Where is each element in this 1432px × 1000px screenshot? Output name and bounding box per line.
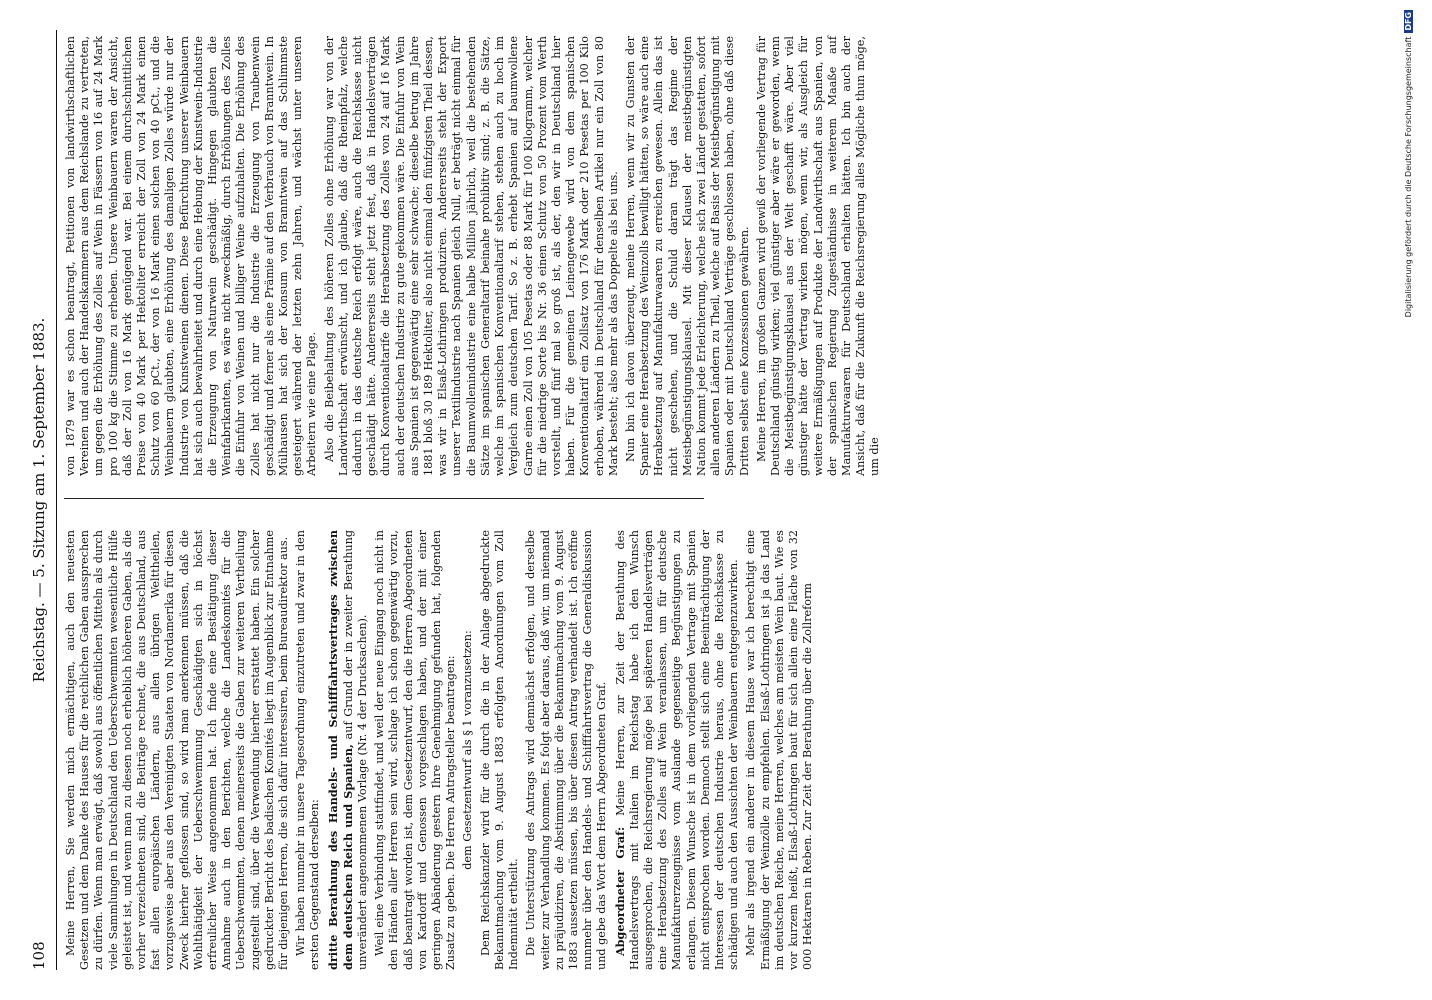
left-column xyxy=(64,530,815,970)
paragraph: Dem Reichskanzler wird für die durch die in der Anlage abgedruckte Bekanntmachung vom 9. August 1883 erfolgten Anordnungen vom Zoll Indemnität ertheilt. xyxy=(478,530,521,970)
paragraph: Meine Herren, Sie werden mich ermächtigen, auch den neuesten Gesetzen und dem Danke des Hauses für die reichlichen Gaben aussprechen zu dürfen. Wenn man erwägt, daß sowohl aus öffentlichen Mitteln als durch viele Sammlungen in Deutschland den Ueberschwemmten wesentliche Hülfe geleistet ist, und wenn man zu diesen noch erheblich höheren Gaben, als die vorher verzeichneten sind, die Beiträge rechnet, die aus Deutschland, aus fast allen europäischen Ländern, aus allen übrigen Welttheilen, vorzugsweise aber aus den Vereinigten Staaten von Nordamerika für diesen Zweck hierher geflossen sind, so wird man anerkennen müssen, daß die Wohlthätigkeit der Ueberschwemmung Geschädigten sich in höchst erfreulicher Weise angenommen hat. Ich finde eine Bestätigung dieser Annahme auch in den Berichten, welche die Landeskomités für die Ueberschwemmten, denen meinerseits die Gaben zur weiteren Vertheilung zugestellt sind, über die Verwendung hierher erstattet haben. Ein solcher gedruckter Bericht des badischen Komités liegt im Augenblick zur Entnahme für diejenigen Herren, die sich dafür interessiren, beim Bureaudirektor aus. xyxy=(64,530,291,970)
paragraph: Wir haben nunmehr in unsere Tagesordnung einzutreten und zwar in den ersten Gegenstand derselben: xyxy=(294,530,322,970)
running-title: Reichstag. — 5. Sitzung am 1. September 1883. xyxy=(30,317,48,683)
digitization-text: Digitalisierung gefördert durch die Deutsche Forschungsgemeinschaft xyxy=(1404,36,1413,318)
paragraph: Mehr als irgend ein anderer in diesem Hause war ich berechtigt eine Ermäßigung der Weinzölle zu empfehlen. Elsaß-Lothringen ist ja das Land im deutschen Reiche, meine Herren, welches am meisten Wein baut. Wie es vor kurzem heißt, Elsaß-Lothringen baut für sich allein eine Fläche von 32 000 Hektaren in Reben. Zur Zeit der Berathung über die Zollreform xyxy=(744,530,815,970)
speech xyxy=(613,530,742,970)
paragraph: Meine Herren, im großen Ganzen wird gewiß der vorliegende Vertrag für Deutschland günstig wirken; viel günstiger aber wäre er geworden, wenn die Meistbegünstigungsklausel aus der Welt geschafft wäre. Aber viel günstiger hätte der Vertrag wirken mögen, wenn wir, als Ausgleich für weitere Ermäßigungen auf Produkte der Landwirthschaft aus Spanien, von der spanischen Regierung Zugeständnisse in weiterem Maaße auf Manufakturwaaren für Deutschland erhalten hätten. Ich bin auch der Ansicht, daß für die Zukunft die Reichsregierung alles Mögliche thun möge, um die xyxy=(754,36,882,476)
agenda-item xyxy=(326,530,371,970)
dfg-logo: DFG xyxy=(1404,12,1413,31)
right-column xyxy=(64,36,882,476)
paragraph: Nun bin ich davon überzeugt, meine Herren, wenn wir zu Gunsten der Spanier eine Herabsetzung des Weinzolls bewilligt hätten, so wäre auch eine Herabsetzung auf Manufakturwaaren zu erreichen gewesen. Allein das ist nicht geschehen, und die Schuld daran trägt das Regime der Meistbegünstigungsklausel. Mit dieser Klausel der meistbegünstigten Nation kommt jede Erleichterung, welche sich zwei Länder gestatten, sofort allen anderen Ländern zu Theil, welche auf Basis der Meistbegünstigung mit Spanien oder mit Deutschland Verträge geschlossen haben, ohne daß diese Dritten selbst eine Konzessionen gewähren. xyxy=(623,36,751,476)
paragraph: dem Gesetzentwurf als § 1 voranzusetzen: xyxy=(461,630,475,870)
digitization-note xyxy=(1404,10,1413,480)
speech-text: Meine Herren, zur Zeit der Berathung des Handelsvertrags mit Italien im Reichstag habe ich den Wunsch ausgesprochen, die Reichsregierung möge bei späteren Handelsverträgen eine Herabsetzung des Zolles auf Wein veranlassen, um für deutsche Manufakturerzeugnisse vom Auslande gegenseitige Begünstigungen zu erlangen. Diesem Wunsche ist in dem vorliegenden Vertrage mit Spanien nicht entsprochen worden. Dennoch stellt sich eine Beeinträchtigung der Interessen der deutschen Industrie heraus, ohne die Reichskasse zu schädigen und auch den Aussichten der Weinbauern entgegenzuwirken. xyxy=(613,530,741,970)
page-header xyxy=(24,30,54,970)
speaker-name: Abgeordneter Graf: xyxy=(612,826,627,956)
agenda-text: auf Grund der in zweiter Berathung unverändert angenommenen Vorlage (Nr. 4 der Drucksachen). xyxy=(341,530,370,970)
column-divider xyxy=(64,498,704,499)
paragraph: Also die Beibehaltung des höheren Zolles ohne Erhöhung war von der Landwirthschaft erwünscht, und ich glaube, daß die Rheinpfalz, welche dadurch in das deutsche Reich erfolgt wäre, auch die Reichskasse nicht geschädigt hätte. Andererseits steht jetzt fest, daß in Handelsverträgen durch Konventionaltarife die Herabsetzung des Zolles von 24 auf 16 Mark auch der deutschen Industrie zu gute gekommen wäre. Die Einfuhr von Wein aus Spanien ist gegenwärtig eine sehr schwache; dieselbe betrug im Jahre 1881 bloß 30 189 Hektoliter, also nicht einmal den fünfzigsten Theil dessen, was wir in Elsaß-Lothringen produziren. Andererseits steht der Export unserer Textilindustrie nach Spanien gleich Null, er beträgt nicht einmal für die Baumwollenindustrie eine halbe Million jährlich, weil die bestehenden Sätze im spanischen Generaltarif beinahe prohibitiv sind; z. B. die Sätze, welche im spanischen Konventionaltarif stehen, stehen auch zu hoch im Vergleich zum deutschen Tarif. So z. B. erhebt Spanien auf baumwollene Garne einen Zoll von 105 Pesetas oder 88 Mark für 100 Kilogramm, welcher für die niedrige Sorte bis Nr. 36 einen Schutz von 50 Prozent vom Werth vorstellt, und fünf mal so groß ist, als der, den wir in Deutschland hier haben. Für die gemeinen Leinengewebe wird von dem spanischen Konventionaltarif ein Zollsatz von 176 Mark oder 210 Pesetas per 100 Kilo erhoben, während in Deutschland für denselben Artikel nur ein Zoll von 80 Mark besteht; also mehr als das Doppelte als bei uns. xyxy=(322,36,620,476)
page-number: 108 xyxy=(30,941,48,970)
header-rule xyxy=(56,30,57,970)
agenda-title: dritte Berathung des Handels- und Schifffahrtsvertrages zwischen dem deutschen Reich und Spanien, xyxy=(325,530,355,970)
paragraph: von 1879 war es schon beantragt, Petitionen von landwirthschaftlichen Vereinen und auch der Handelskammern aus dem Reichslande zu vertreten, um gegen die Erhöhung des Zolles auf Wein in Fässern von 16 auf 24 Mark pro 100 kg die Stimme zu erheben. Unsere Weinbauern waren der Ansicht, daß der Zoll von 16 Mark genügend war. Bei einem durchschnittlichen Preise von 40 Mark per Hektoliter erreicht der Zoll von 24 Mark einen Schutz von 60 pCt., der von 16 Mark einen solchen von 40 pCt., und die Weinbauern glaubten, eine Erhöhung des damaligen Zolles würde nur der Industrie von Kunstweinen dienen. Diese Befürchtung unserer Weinbauern hat sich auch bewahrheitet und durch eine Hebung der Kunstwein-Industrie die Erzeugung von Naturwein geschädigt. Hingegen glaubten die Weinfabrikanten, es wäre nicht zweckmäßig, durch Erhöhungen des Zolles die Einfuhr von Weinen und billiger Weine aufzuhalten. Die Erhöhung des Zolles hat nicht nur die Industrie die Erzeugung von Traubenwein geschädigt und ferner als eine Prämie auf den Verbrauch von Branntwein. In Mülhausen hat sich der Konsum von Branntwein auf das Schlimmste gesteigert während der letzten zehn Jahren, und wächst unter unseren Arbeitern wie eine Plage. xyxy=(64,36,319,476)
paragraph: Weil eine Verbindung stattfindet, und weil der neue Eingang noch nicht in den Händen aller Herren sein wird, schlage ich schon gegenwärtig vorzu, daß beantragt worden ist, dem Gesetzentwurf, den die Herren Abgeordneten von Kardorff und Genossen vorgeschlagen haben, und der mit einer geringen Abänderung gestern Ihre Genehmigung gefunden hat, folgenden Zusatz zu geben. Die Herren Antragsteller beantragen: xyxy=(373,530,458,970)
paragraph: Die Unterstützung des Antrags wird demnächst erfolgen, und derselbe weiter zur Verhandlung kommen. Es folgt aber daraus, daß wir, um niemand zu präjudiziren, die Abstimmung über die Bekanntmachung vom 9. August 1883 aussetzen müssen, bis über diesen Antrag verhandelt ist. Ich eröffne nunmehr über den Handels- und Schifffahrtsvertrag die Generaldiskussion und gebe das Wort dem Herrn Abgeordneten Graf. xyxy=(524,530,609,970)
